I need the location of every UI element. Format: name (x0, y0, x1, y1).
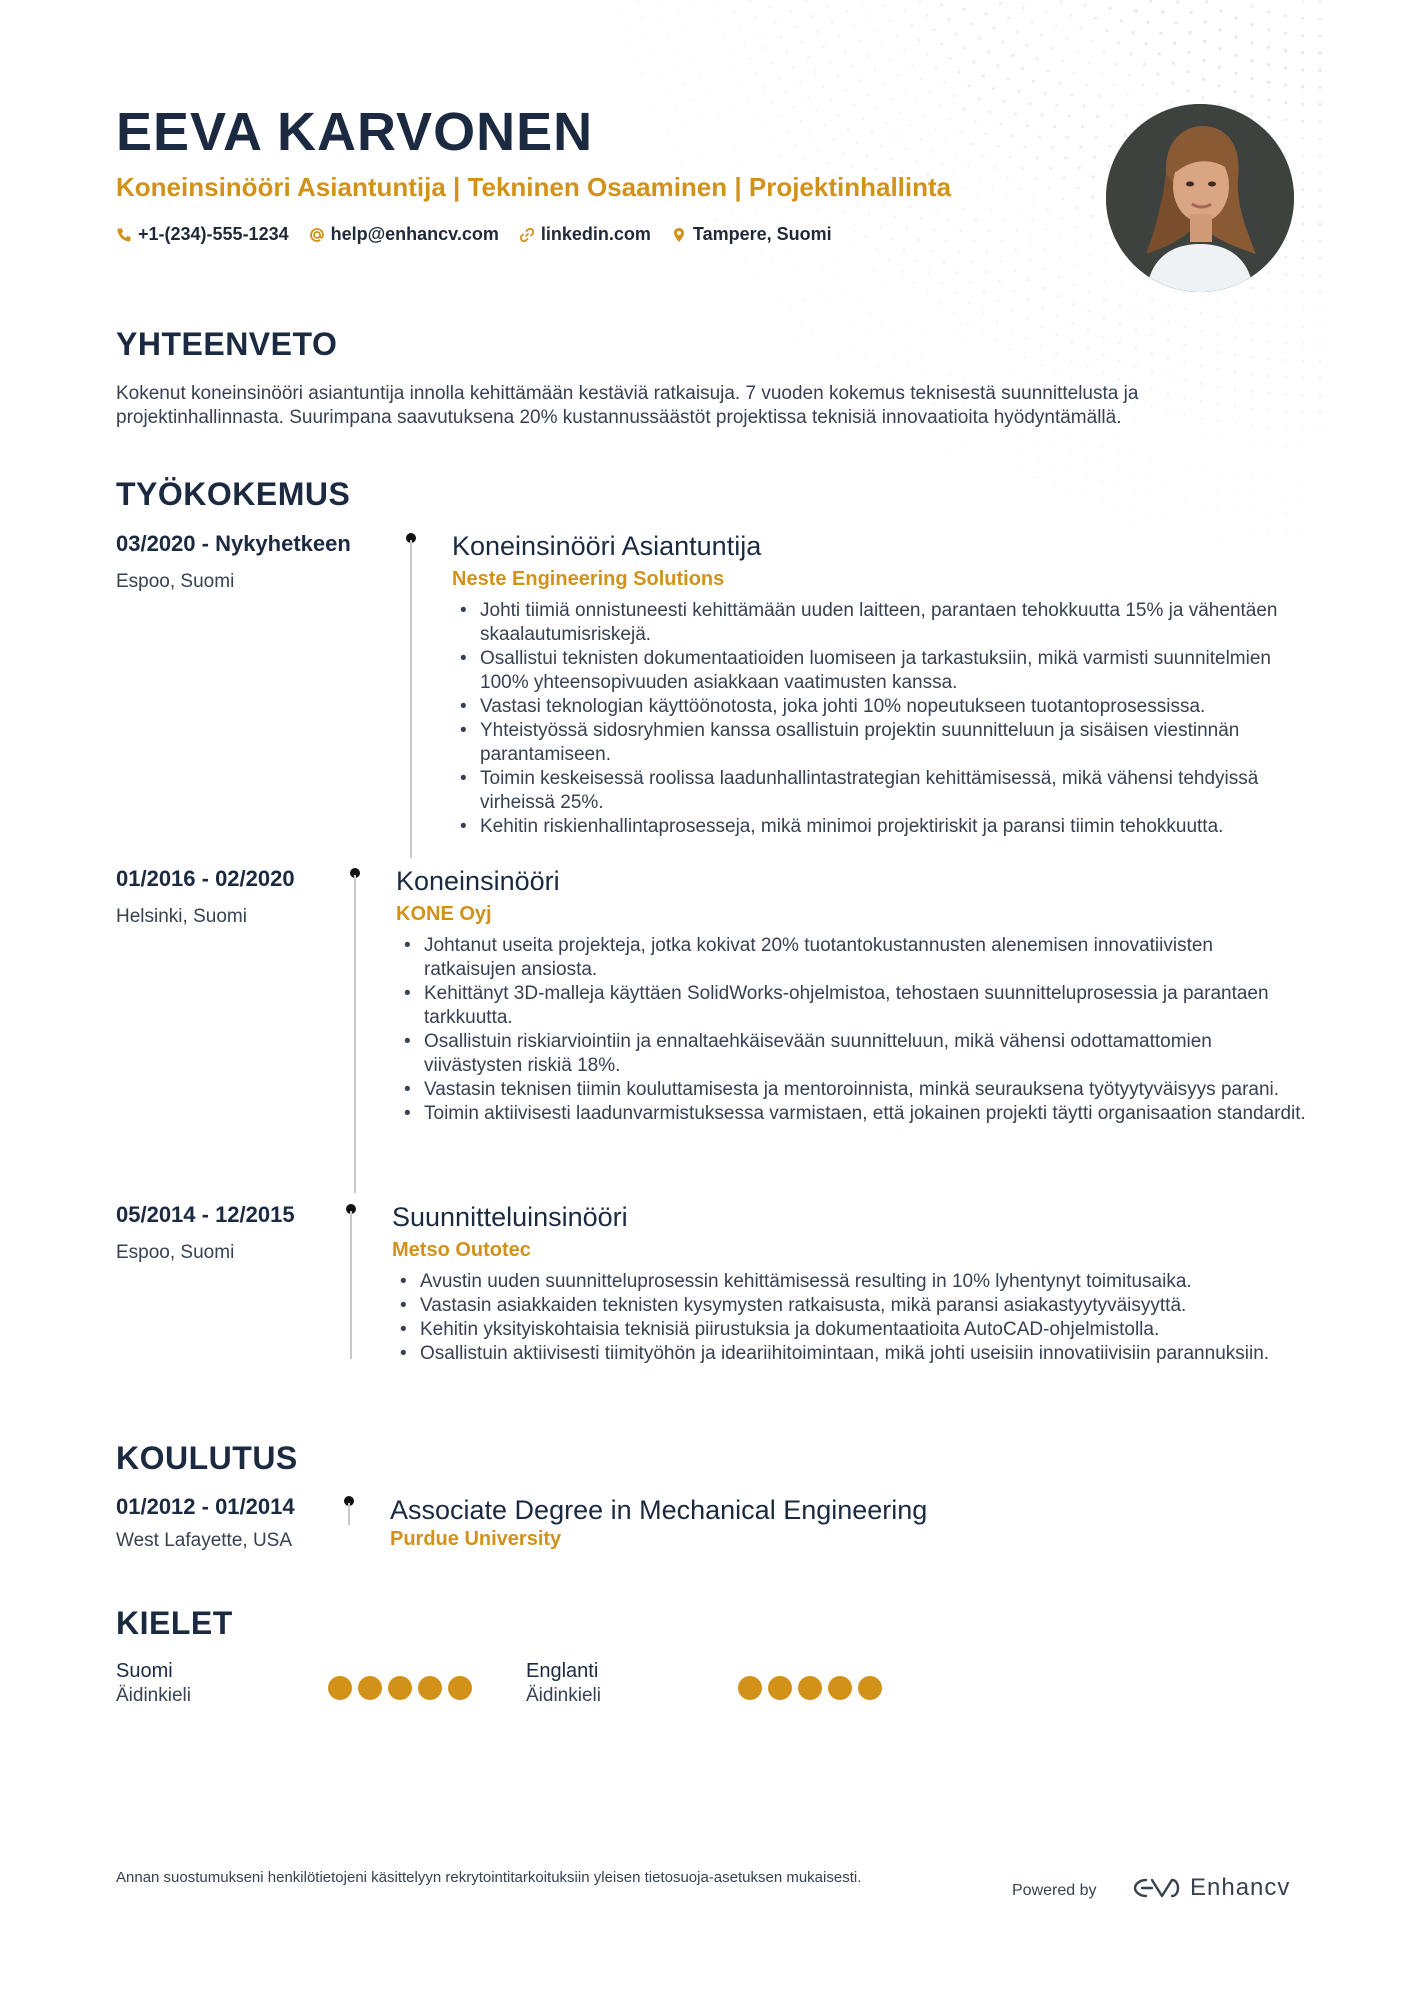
job-title: Koneinsinööri Asiantuntija (452, 531, 762, 561)
bullet-item: • Avustin uuden suunnitteluprosessin kehittämisessä resulting in 10% lyhentynyt toimitusaika. (392, 1270, 1302, 1294)
timeline-line (350, 1211, 352, 1359)
bullet-item: • Osallistuin aktiivisesti tiimityöhön ja ideariihitoimintaan, mikä johti useisiin innovatiivisiin parannuksiin. (392, 1342, 1302, 1366)
gdpr-consent-text: Annan suostumukseni henkilötietojeni käsittelyyn rekrytointitarkoituksiin yleisen tietosuoja-asetuksen mukaisesti. (116, 1869, 862, 1886)
job-bullets (452, 599, 1312, 839)
language-rating (738, 1676, 882, 1700)
job-meta (116, 531, 351, 593)
job-meta (116, 866, 295, 928)
rating-dot (798, 1676, 822, 1700)
brand-name: Enhancv (1190, 1874, 1291, 1901)
summary-text: Kokenut koneinsinööri asiantuntija innolla kehittämään kestäviä ratkaisuja. 7 vuoden kokemus teknisestä suunnittelusta ja projektinhallinnasta. Suurimpana saavutuksena 20% kustannussäästöt projektissa teknisiä innovaatioita hyödyntämällä. (116, 383, 1139, 428)
rating-dot (358, 1676, 382, 1700)
rating-dot (448, 1676, 472, 1700)
phone-icon (116, 227, 132, 243)
job-entry (452, 530, 1312, 839)
portrait-image (1106, 104, 1294, 292)
language-name: Suomi (116, 1660, 173, 1682)
rating-dot (388, 1676, 412, 1700)
job-entry (392, 1201, 1302, 1366)
bullet-item: • Vastasi teknologian käyttöönotosta, joka johti 10% nopeutukseen tuotantoprosessissa. (452, 695, 1312, 719)
language-rating (328, 1676, 472, 1700)
bullet-item: • Johti tiimiä onnistuneesti kehittämään uuden laitteen, parantaen tehokkuutta 15% ja vähentäen skaalautumisriskejä. (452, 599, 1312, 647)
education-meta (116, 1494, 295, 1552)
enhancv-logo[interactable] (1132, 1874, 1290, 1902)
location-text: Tampere, Suomi (692, 224, 832, 244)
language-item (116, 1660, 191, 1707)
timeline-line (410, 540, 412, 858)
rating-dot (858, 1676, 882, 1700)
bullet-item: • Osallistuin riskiarviointiin ja ennaltaehkäisevään suunnitteluun, mikä vähensi odottamattomien viivästysten riskiä 18%. (396, 1030, 1306, 1078)
contact-row (116, 224, 1066, 245)
job-entry (396, 865, 1306, 1126)
timeline-line (354, 875, 356, 1193)
job-meta (116, 1202, 295, 1264)
at-icon (309, 227, 325, 243)
candidate-name: EEVA KARVONEN (116, 102, 594, 162)
candidate-headline: Koneinsinööri Asiantuntija | Tekninen Osaaminen | Projektinhallinta (116, 172, 952, 202)
job-dates: 01/2016 - 02/2020 (116, 866, 295, 891)
contact-linkedin[interactable] (519, 224, 651, 245)
bullet-item: • Yhteistyössä sidosryhmien kanssa osallistuin projektin suunnitteluun ja sisäisen viestinnän parantamiseen. (452, 719, 1312, 767)
bullet-item: • Kehitin yksityiskohtaisia teknisiä piirustuksia ja dokumentaatioita AutoCAD-ohjelmistolla. (392, 1318, 1302, 1342)
enhancv-logo-icon (1132, 1875, 1180, 1901)
powered-by-label: Powered by (1012, 1882, 1097, 1899)
rating-dot (328, 1676, 352, 1700)
language-level: Äidinkieli (116, 1685, 191, 1706)
bullet-item: • Kehitin riskienhallintaprosesseja, mikä minimoi projektiriskit ja paransi tiimin tehokkuutta. (452, 815, 1312, 839)
rating-dot (768, 1676, 792, 1700)
timeline-line (348, 1503, 350, 1525)
job-bullets (392, 1270, 1302, 1366)
job-dates: 03/2020 - Nykyhetkeen (116, 531, 351, 556)
education-location: West Lafayette, USA (116, 1530, 293, 1551)
location-pin-icon (671, 227, 687, 243)
contact-email[interactable] (309, 224, 499, 245)
bullet-item: • Kehittänyt 3D-malleja käyttäen SolidWorks-ohjelmistoa, tehostaen suunnitteluprosessia ja parantaen tarkkuutta. (396, 982, 1306, 1030)
bullet-item: • Vastasin teknisen tiimin kouluttamisesta ja mentoroinnista, minkä seurauksena työtyytyväisyys parani. (396, 1078, 1306, 1102)
rating-dot (418, 1676, 442, 1700)
link-icon (519, 227, 535, 243)
company-name: Neste Engineering Solutions (452, 568, 725, 590)
company-name: KONE Oyj (396, 903, 492, 925)
job-dates: 05/2014 - 12/2015 (116, 1202, 295, 1227)
school-name: Purdue University (390, 1528, 562, 1550)
job-location: Espoo, Suomi (116, 571, 235, 592)
language-item (526, 1660, 601, 1707)
degree-title: Associate Degree in Mechanical Engineering (390, 1495, 928, 1525)
bullet-item: • Johtanut useita projekteja, jotka kokivat 20% tuotantokustannusten alenemisen innovatiivisten ratkaisujen ansiosta. (396, 934, 1306, 982)
job-location: Espoo, Suomi (116, 1242, 235, 1263)
bullet-item: • Toimin aktiivisesti laadunvarmistuksessa varmistaen, että jokainen projekti täytti organisaation standardit. (396, 1102, 1306, 1126)
profile-photo (1106, 104, 1294, 292)
contact-phone[interactable] (116, 224, 289, 245)
bullet-item: • Osallistui teknisten dokumentaatioiden luomiseen ja tarkastuksiin, mikä varmisti suunnitelmien 100% yhteensopivuuden asiakkaan vaatimusten kanssa. (452, 647, 1312, 695)
job-bullets (396, 934, 1306, 1126)
education-dates: 01/2012 - 01/2014 (116, 1494, 295, 1519)
experience-section-title: TYÖKOKEMUS (116, 476, 351, 512)
job-title: Suunnitteluinsinööri (392, 1202, 628, 1232)
job-title: Koneinsinööri (396, 866, 560, 896)
language-name: Englanti (526, 1660, 599, 1682)
linkedin-text: linkedin.com (540, 224, 651, 244)
job-location: Helsinki, Suomi (116, 906, 247, 927)
bullet-item: • Toimin keskeisessä roolissa laadunhallintastrategian kehittämisessä, mikä vähensi tehdyissä virheissä 25%. (452, 767, 1312, 815)
email-text: help@enhancv.com (330, 224, 499, 244)
company-name: Metso Outotec (392, 1239, 531, 1261)
phone-text: +1-(234)-555-1234 (138, 224, 289, 244)
rating-dot (828, 1676, 852, 1700)
resume-header (116, 100, 1066, 245)
education-section-title: KOULUTUS (116, 1440, 298, 1476)
contact-location (671, 224, 832, 245)
language-level: Äidinkieli (526, 1685, 601, 1706)
bullet-item: • Vastasin asiakkaiden teknisten kysymysten ratkaisusta, mikä paransi asiakastyytyväisyyttä. (392, 1294, 1302, 1318)
summary-section-title: YHTEENVETO (116, 326, 338, 362)
languages-section-title: KIELET (116, 1605, 233, 1641)
rating-dot (738, 1676, 762, 1700)
education-entry (390, 1494, 1290, 1551)
